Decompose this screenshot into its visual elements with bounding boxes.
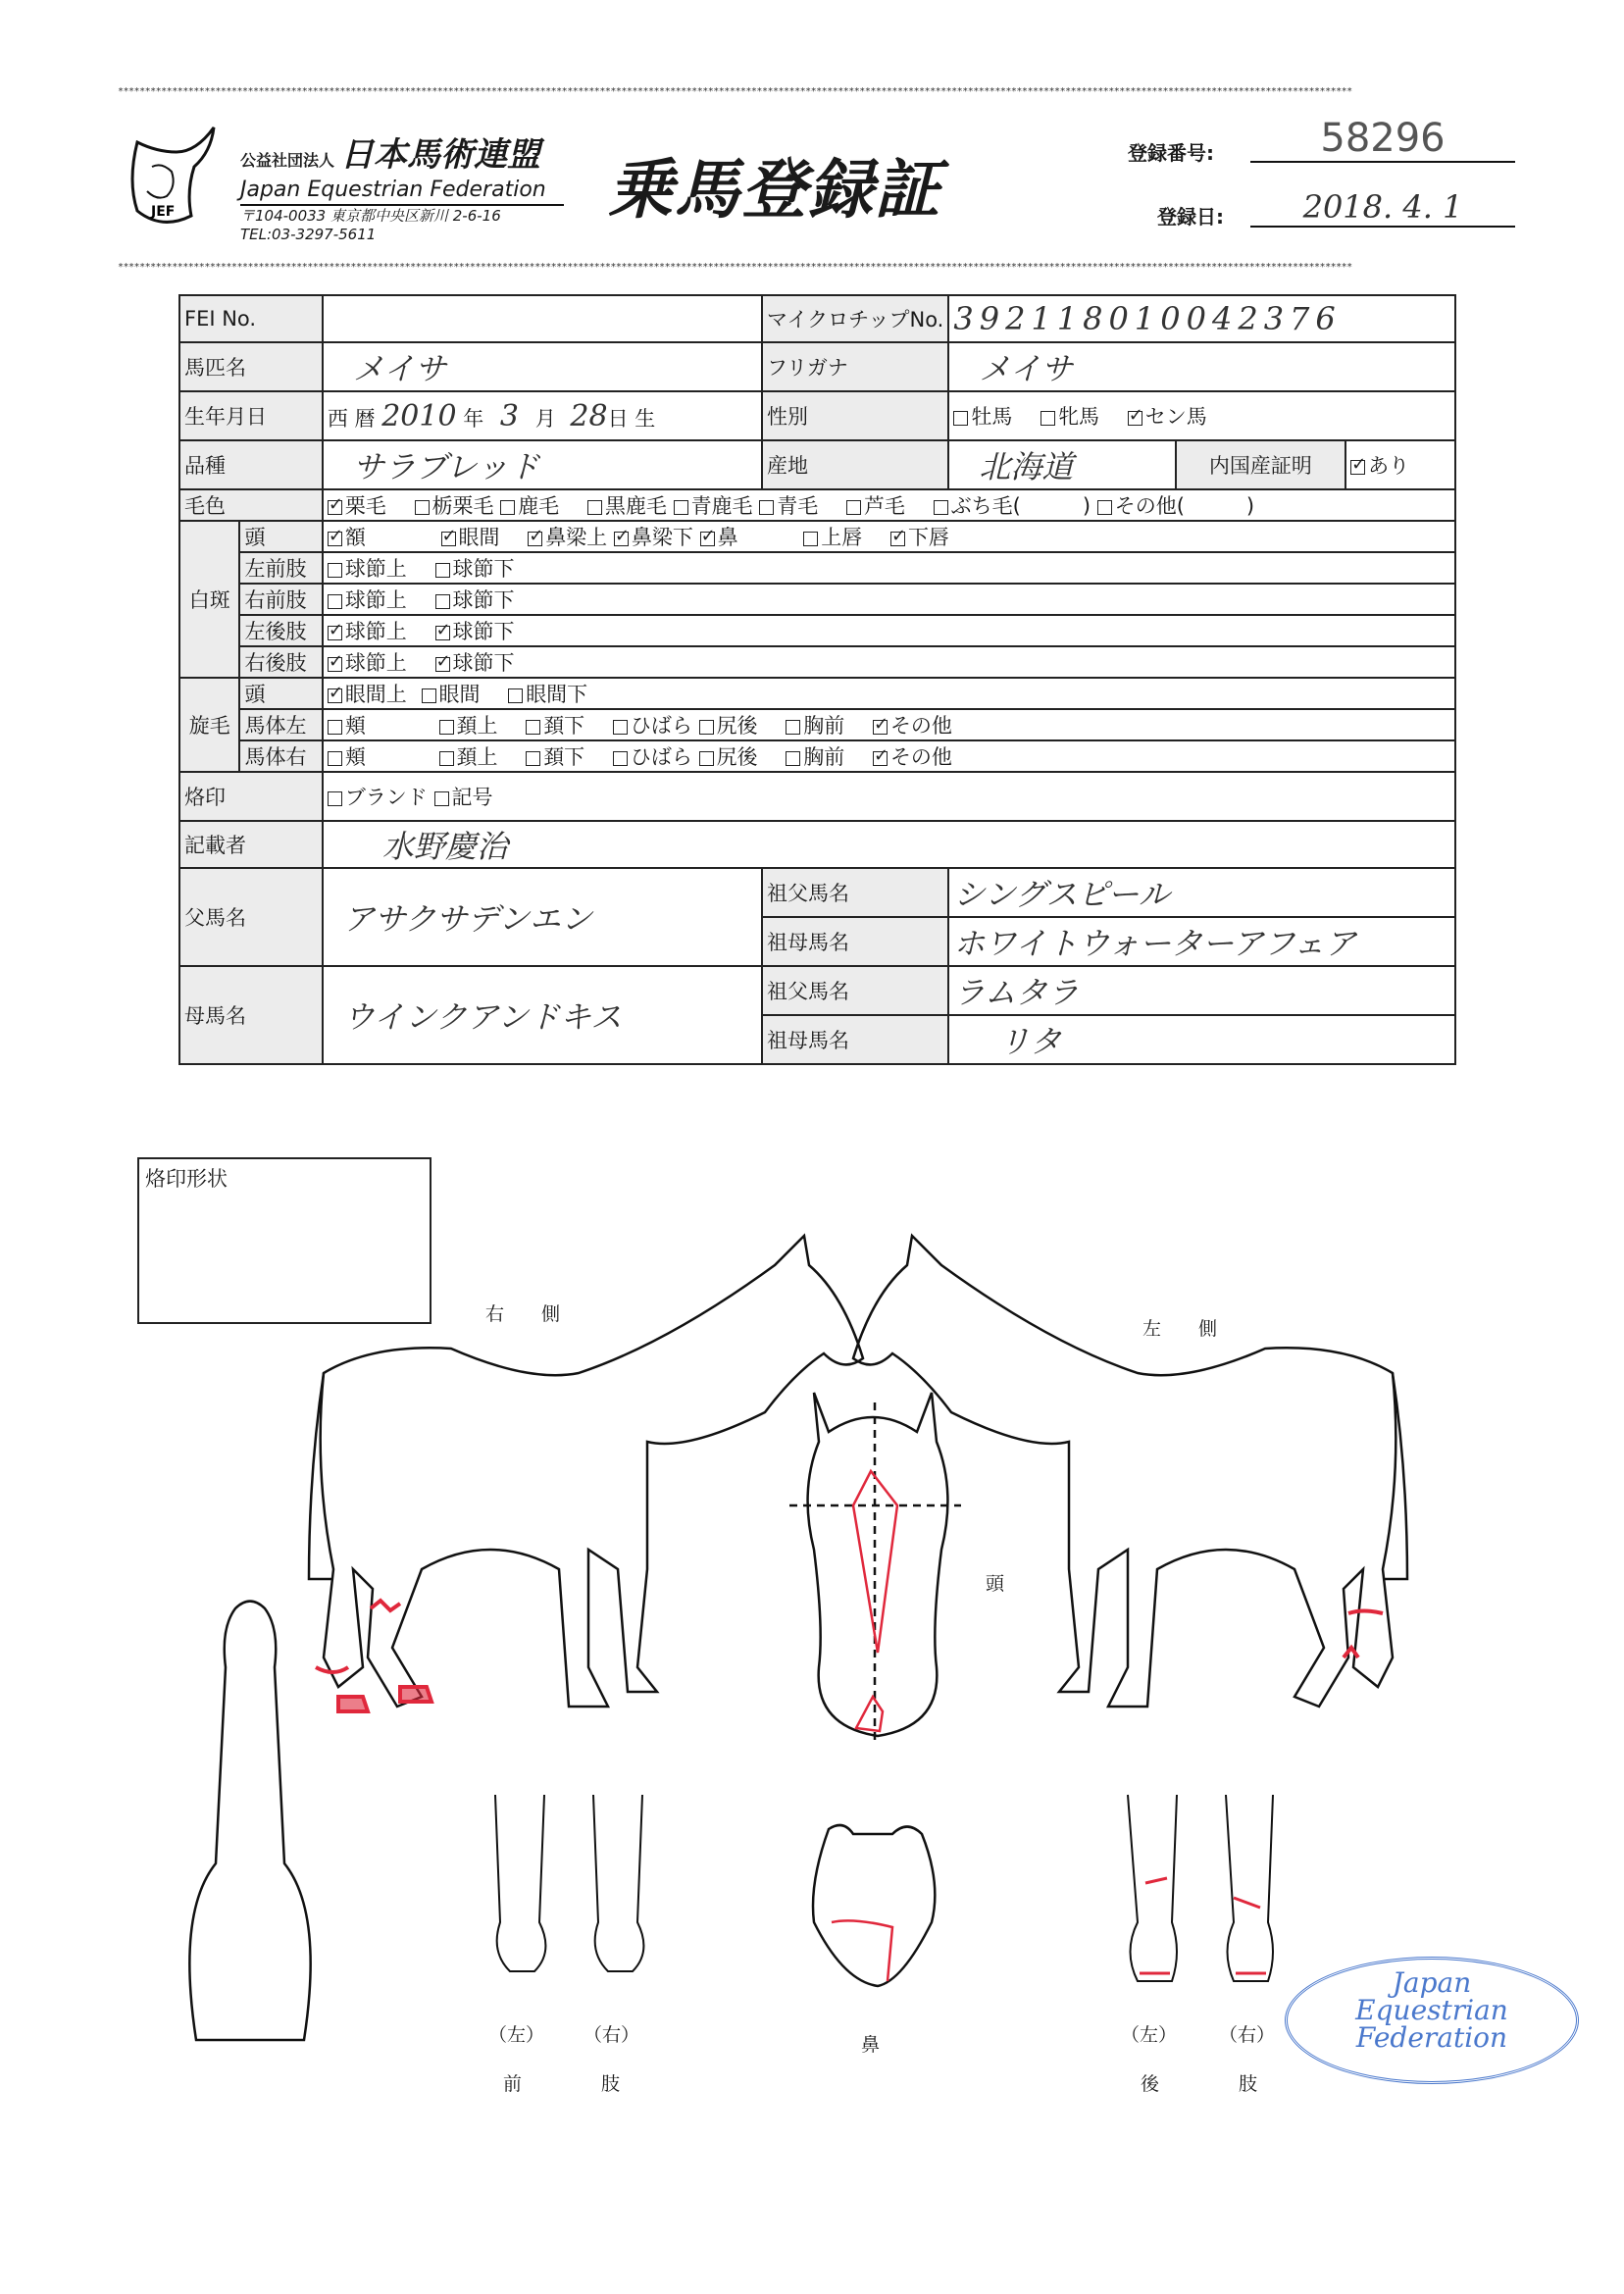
birth-day-unit: 日	[607, 406, 629, 431]
coat-color-label: 毛色	[179, 489, 323, 521]
dam-sire-value: ラムタラ	[948, 966, 1455, 1015]
whorl-right-lower-neck[interactable]: 頚下	[526, 745, 584, 769]
forelimb-caption-2: 肢	[601, 2073, 621, 2095]
hindlimb-left-label: （左）	[1121, 2024, 1178, 2046]
microchip-label: マイクロチップNo.	[762, 295, 948, 342]
head-label: 頭	[986, 1573, 1005, 1595]
whorl-left-upper-neck[interactable]: 頚上	[439, 714, 498, 738]
coat-brown[interactable]: 青鹿毛	[674, 494, 753, 518]
sex-label: 性別	[762, 391, 948, 440]
birth-year: 2010	[381, 398, 457, 433]
hindlimb-right-label: （右）	[1219, 2024, 1276, 2046]
white-lh-label: 左後肢	[239, 615, 322, 646]
white-rh-label: 右後肢	[239, 646, 322, 678]
white-nose[interactable]: ✓ 鼻	[700, 526, 738, 549]
white-markings-label: 白斑	[179, 521, 239, 678]
stamp-line-1: Japan	[1392, 1966, 1472, 1999]
org-name-jp: 日本馬術連盟	[340, 135, 541, 175]
whorl-left-lower-neck[interactable]: 頚下	[526, 714, 584, 738]
nose-marking-icon	[832, 1920, 892, 1981]
nose-front-view-icon	[813, 1825, 935, 1986]
breed-value: サラブレッド	[323, 440, 762, 489]
horse-top-view-icon	[189, 1602, 310, 2041]
whorl-head-label: 頭	[239, 678, 322, 709]
white-lower-lip[interactable]: ✓ 下唇	[890, 526, 949, 549]
forelimb-left-label: （左）	[488, 2024, 545, 2046]
whorl-above-eyes[interactable]: ✓ 眼間上	[328, 683, 407, 706]
white-rh-below[interactable]: ✓ 球節下	[435, 651, 515, 675]
brand-label: 烙印	[179, 772, 323, 821]
domestic-cert-option[interactable]: ✓ あり	[1345, 440, 1455, 489]
horse-name-label: 馬匹名	[179, 342, 323, 391]
coat-chestnut[interactable]: ✓ 栗毛	[328, 494, 386, 518]
sex-option-mare[interactable]: 牝馬	[1040, 405, 1099, 429]
microchip-value: 392118010042376	[948, 295, 1455, 342]
coat-liver-chestnut[interactable]: 栃栗毛	[415, 494, 494, 518]
registration-number: 58296	[1250, 116, 1515, 163]
dam-dam-label: 祖母馬名	[762, 1015, 948, 1064]
coat-black[interactable]: 青毛	[759, 494, 818, 518]
whorl-left-other[interactable]: ✓ その他	[873, 714, 952, 738]
registration-date: 2018. 4. 1	[1250, 188, 1515, 228]
whorl-right-cheek[interactable]: 頬	[328, 745, 366, 769]
domestic-cert-label: 内国産証明	[1176, 440, 1345, 489]
coat-dark-bay[interactable]: 黒鹿毛	[587, 494, 667, 518]
whorl-right-chest[interactable]: 胸前	[786, 745, 844, 769]
org-name-en: Japan Equestrian Federation	[240, 178, 564, 206]
birth-day: 28	[570, 398, 608, 433]
whorl-below-eyes[interactable]: 眼間下	[508, 683, 587, 706]
birth-year-unit: 年	[463, 406, 484, 431]
origin-value: 北海道	[948, 440, 1175, 489]
origin-label: 産地	[762, 440, 948, 489]
coat-grey[interactable]: 芦毛	[846, 494, 905, 518]
sex-option-gelding[interactable]: ✓ セン馬	[1128, 405, 1207, 429]
jef-stamp	[1285, 1957, 1579, 2084]
org-address: 〒104-0033 東京都中央区新川 2-6-16	[240, 207, 501, 225]
furigana-value: メイサ	[948, 342, 1455, 391]
white-lf-label: 左前肢	[239, 552, 322, 584]
forelimb-caption-1: 前	[503, 2073, 523, 2095]
sire-label: 父馬名	[179, 868, 323, 966]
sire-sire-value: シングスピール	[948, 868, 1455, 917]
recorder-value: 水野慶治	[323, 821, 1455, 868]
birth-era: 西 暦	[327, 406, 376, 431]
white-lf-below[interactable]: 球節下	[435, 557, 515, 581]
whorl-left-flank[interactable]: ひばら	[613, 714, 692, 738]
brand-option-brand[interactable]: ブランド	[328, 786, 428, 809]
white-rf-below[interactable]: 球節下	[435, 588, 515, 612]
right-side-label: 右 側	[485, 1303, 561, 1325]
hindlimb-caption-2: 肢	[1239, 2073, 1258, 2095]
svg-text:JEF: JEF	[151, 204, 176, 220]
coat-other[interactable]: その他( )	[1097, 494, 1254, 518]
whorl-right-rump[interactable]: 尻後	[699, 745, 758, 769]
dam-sire-label: 祖父馬名	[762, 966, 948, 1015]
sex-option-stallion[interactable]: 牡馬	[953, 405, 1012, 429]
birth-date-label: 生年月日	[179, 391, 323, 440]
hindlimb-marking-icon	[1140, 1878, 1266, 1973]
furigana-label: フリガナ	[762, 342, 948, 391]
white-upper-lip[interactable]: 上唇	[803, 526, 862, 549]
horse-name-value: メイサ	[323, 342, 762, 391]
left-side-label: 左 側	[1142, 1318, 1218, 1340]
whorl-body-left-label: 馬体左	[239, 709, 322, 740]
horse-head-front-icon	[789, 1393, 961, 1741]
whorls-label: 旋毛	[179, 678, 239, 772]
white-head-label: 頭	[239, 521, 322, 552]
whorl-body-right-label: 馬体右	[239, 740, 322, 772]
horse-left-side-icon	[853, 1236, 1407, 1707]
sire-dam-label: 祖母馬名	[762, 917, 948, 966]
dam-value: ウインクアンドキス	[323, 966, 762, 1064]
dam-dam-value: リタ	[948, 1015, 1455, 1064]
white-upper-bridge[interactable]: ✓ 鼻梁上	[528, 526, 607, 549]
nose-label: 鼻	[861, 2034, 881, 2056]
hindlimb-rear-view-icon	[1128, 1795, 1273, 1981]
white-lh-above[interactable]: ✓ 球節上	[328, 620, 407, 643]
whorl-right-flank[interactable]: ひばら	[613, 745, 692, 769]
birth-month: 3	[499, 398, 520, 433]
whorl-left-chest[interactable]: 胸前	[786, 714, 844, 738]
whorl-right-other[interactable]: ✓ その他	[873, 745, 952, 769]
white-rh-above[interactable]: ✓ 球節上	[328, 651, 407, 675]
dam-label: 母馬名	[179, 966, 323, 1064]
sire-sire-label: 祖父馬名	[762, 868, 948, 917]
white-rf-above[interactable]: 球節上	[328, 588, 407, 612]
coat-bay[interactable]: 鹿毛	[500, 494, 559, 518]
sire-dam-value: ホワイトウォーターアフェア	[948, 917, 1455, 966]
stamp-line-3: Federation	[1355, 2021, 1508, 2054]
white-between-eyes[interactable]: ✓ 眼間	[441, 526, 500, 549]
whorl-right-upper-neck[interactable]: 頚上	[439, 745, 498, 769]
registration-number-label: 登録番号:	[1128, 141, 1214, 165]
decorative-star-border-bottom: ************************************************************************************************************************************************************************************************************************************	[118, 262, 1352, 273]
decorative-star-border-top: ************************************************************************************************************************************************************************************************************************************	[118, 86, 1352, 97]
whorl-left-rump[interactable]: 尻後	[699, 714, 758, 738]
white-lf-above[interactable]: 球節上	[328, 557, 407, 581]
whorl-left-cheek[interactable]: 頬	[328, 714, 366, 738]
registration-date-label: 登録日:	[1157, 205, 1224, 229]
white-lower-bridge[interactable]: ✓ 鼻梁下	[614, 526, 693, 549]
white-rf-label: 右前肢	[239, 584, 322, 615]
hindlimb-caption-1: 後	[1141, 2073, 1160, 2095]
sire-value: アサクサデンエン	[323, 868, 762, 966]
white-lh-below[interactable]: ✓ 球節下	[435, 620, 515, 643]
document-title: 乗馬登録証	[608, 152, 941, 228]
breed-label: 品種	[179, 440, 323, 489]
coat-pinto[interactable]: ぶち毛( )	[934, 494, 1091, 518]
horse-right-side-icon	[309, 1236, 863, 1707]
brand-option-symbol[interactable]: 記号	[434, 786, 493, 809]
forelimb-front-view-icon	[495, 1795, 643, 1971]
brand-shape-label: 烙印形状	[145, 1167, 228, 1191]
birth-month-unit: 月	[534, 406, 556, 431]
leg-marking-icon	[316, 1601, 1383, 1711]
org-tel: TEL:03-3297-5611	[240, 226, 377, 243]
whorl-between-eyes[interactable]: 眼間	[422, 683, 481, 706]
org-type: 公益社団法人	[240, 151, 335, 170]
fei-no-label: FEI No.	[179, 295, 323, 342]
recorder-label: 記載者	[179, 821, 323, 868]
stamp-line-2: Equestrian	[1355, 1994, 1508, 2026]
white-forehead[interactable]: ✓ 額	[328, 526, 366, 549]
forelimb-right-label: （右）	[584, 2024, 640, 2046]
birth-suffix: 生	[634, 406, 656, 431]
